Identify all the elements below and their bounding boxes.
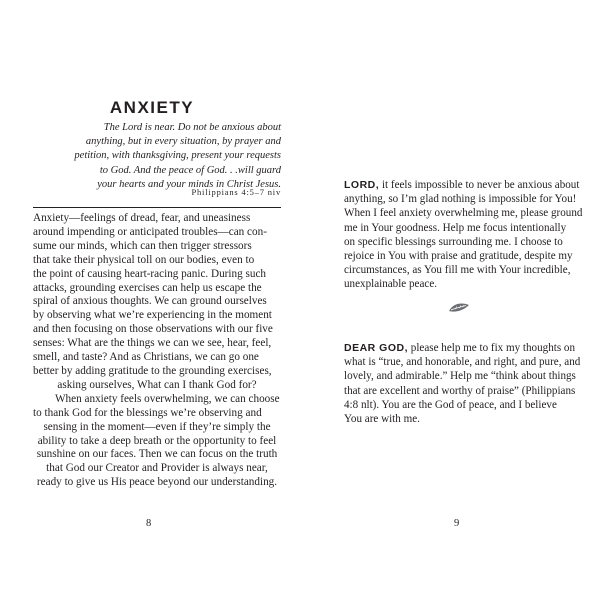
prayer-line: what is “true, and honorable, and right, and pure, and xyxy=(344,356,581,369)
prayer-dear-god xyxy=(344,341,594,426)
body-text xyxy=(33,212,281,490)
prayer-line: lovely, and admirable.” Help me “think about things xyxy=(344,370,576,383)
body-line: attacks, grounding exercises can help us escape the xyxy=(33,281,262,294)
prayer-line xyxy=(344,341,594,355)
prayer-lord xyxy=(344,178,594,292)
prayer-line: anything, so I’m glad nothing is impossible for You! xyxy=(344,193,577,206)
body-line: ability to take a deep breath or the opportunity to feel xyxy=(37,434,277,447)
body-line: asking ourselves, What can I thank God for? xyxy=(57,378,257,391)
prayer-text: please help me to fix my thoughts on xyxy=(408,342,576,354)
page-number: 8 xyxy=(146,518,152,529)
body-line: smell, and taste? And as Christians, we can go one xyxy=(33,351,259,364)
epigraph-line: to God. And the peace of God. . .will guard xyxy=(99,164,281,176)
prayer-line: You are with me. xyxy=(344,413,420,426)
leaf-ornament-icon xyxy=(448,301,470,315)
prayer-line: circumstances, as You fill me with Your incredible, xyxy=(344,264,571,277)
body-line: When anxiety feels overwhelming, we can choose xyxy=(55,392,280,405)
body-line: by observing what we’re experiencing in the moment xyxy=(33,309,272,322)
prayer-line: on specific blessings surrounding me. I choose to xyxy=(344,235,563,248)
body-line: sensing in the moment—even if they’re simply the xyxy=(43,420,271,433)
page-number: 9 xyxy=(454,518,460,529)
body-line: that take their physical toll on our bodies, even to xyxy=(33,253,255,266)
prayer-text: it feels impossible to never be anxious about xyxy=(379,179,580,191)
prayer-line: unexplainable peace. xyxy=(344,278,438,291)
body-line: ready to give us His peace beyond our understanding. xyxy=(36,476,278,489)
body-line: senses: What are the things we can we see, hear, feel, xyxy=(33,337,272,350)
epigraph-line: petition, with thanksgiving, present your requests xyxy=(74,150,281,162)
body-line: sunshine on our faces. Then we can focus on the truth xyxy=(36,448,278,461)
body-line: that God our Creator and Provider is always near, xyxy=(46,462,268,475)
scripture-citation: Philippians 4:5–7 niv xyxy=(191,187,281,197)
body-line: sume our minds, which can then trigger stressors xyxy=(33,239,252,252)
prayer-line: that are excellent and worthy of praise” (Philippians xyxy=(344,384,576,397)
divider-rule xyxy=(33,207,281,208)
body-line: and then focusing on those observations with our five xyxy=(33,323,273,336)
prayer-line: 4:8 nlt). You are the God of peace, and I believe xyxy=(344,398,557,411)
body-line: Anxiety—feelings of dread, fear, and uneasiness xyxy=(33,212,251,224)
chapter-title: ANXIETY xyxy=(109,98,195,117)
epigraph-line: your hearts and your minds in Christ Jesus. xyxy=(97,178,281,190)
prayer-line: When I feel anxiety overwhelming me, please ground xyxy=(344,207,583,220)
prayer-lead: DEAR GOD, xyxy=(344,342,409,354)
body-line: spiral of anxious thoughts. We can ground ourselves xyxy=(33,295,267,308)
body-line: to thank God for the blessings we’re observing and xyxy=(33,406,262,419)
epigraph xyxy=(60,121,281,192)
prayer-line: me in Your goodness. Help me focus intentionally xyxy=(344,221,567,234)
prayer-line xyxy=(344,178,594,192)
body-line: the point of causing heart-racing panic. During such xyxy=(33,267,266,280)
epigraph-line: The Lord is near. Do not be anxious about xyxy=(103,122,281,133)
right-page xyxy=(302,0,603,603)
epigraph-line: anything, but in every situation, by prayer and xyxy=(85,136,281,148)
prayer-lead: LORD, xyxy=(344,179,380,191)
body-line: around impending or anticipated troubles—can con- xyxy=(33,225,267,238)
prayer-line: rejoice in You with praise and gratitude, despite my xyxy=(344,250,573,263)
body-line: better by adding gratitude to the grounding exercises, xyxy=(33,364,272,377)
